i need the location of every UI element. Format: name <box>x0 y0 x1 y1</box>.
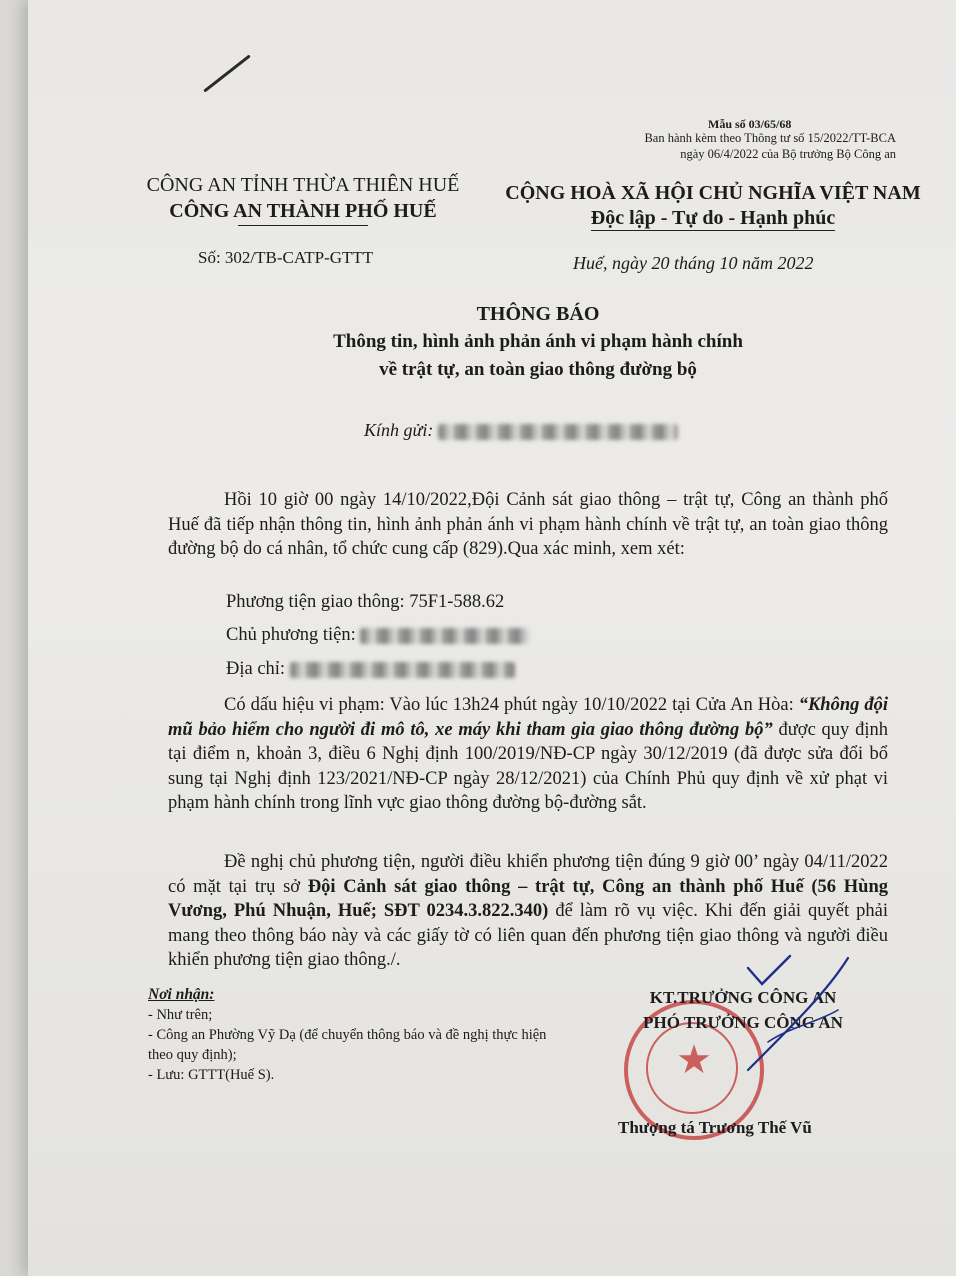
violation-quote: “Không đội mũ bảo hiểm cho người đi mô tô, xe máy khi tham gia giao thông đường bộ” <box>168 695 889 740</box>
national-title: CỘNG HOÀ XÃ HỘI CHỦ NGHĨA VIỆT NAM <box>505 182 921 204</box>
title-sub-1: Thông tin, hình ảnh phản ánh vi phạm hành chính <box>333 331 743 352</box>
stamp-star-icon: ★ <box>676 1037 712 1082</box>
agency-name: CÔNG AN THÀNH PHỐ HUẾ <box>128 198 478 224</box>
recipients-block <box>148 985 568 1085</box>
address-label: Địa chỉ: <box>226 659 286 679</box>
pen-mark <box>203 54 251 92</box>
redacted-recipient <box>438 424 678 440</box>
redacted-address <box>290 662 515 678</box>
redacted-owner <box>360 628 530 644</box>
signature-title-1: KT.TRƯỞNG CÔNG AN <box>649 988 837 1007</box>
paragraph-intro: Hồi 10 giờ 00 ngày 14/10/2022,Đội Cảnh sát giao thông – trật tự, Công an thành phố Huế đã tiếp nhận thông tin, hình ảnh phản ánh vi phạm hành chính về trật tự, an toàn giao thông đường bộ do cá nhân, tổ chức cung cấp (829).Qua xác minh, xem xét: <box>168 490 888 559</box>
vehicle-line: Phương tiện giao thông: 75F1-588.62 <box>226 592 505 612</box>
recipient-label: Kính gửi: <box>364 420 434 440</box>
recipient-item: - Lưu: GTTT(Huế S). <box>148 1067 275 1083</box>
handwritten-signature <box>728 950 878 1080</box>
document-number: Số: 302/TB-CATP-GTTT <box>198 248 374 267</box>
signer-name: Thượng tá Trương Thế Vũ <box>618 1118 812 1137</box>
signature-title-2: PHÓ TRƯỞNG CÔNG AN <box>643 1013 843 1032</box>
recipient-item: - Công an Phường Vỹ Dạ (để chuyển thông báo và đề nghị thực hiện theo quy định); <box>148 1027 547 1063</box>
violation-rest: được quy định tại điểm n, khoản 3, điều 6 Nghị định 100/2019/NĐ-CP ngày 30/12/2019 (đã được sửa đổi bổ sung tại Nghị định 123/2021/NĐ-CP ngày 28/12/2021) của Chính Phủ quy định về xử phạt vi phạm hành chính trong lĩnh vực giao thông đường bộ-đường sắt. <box>168 719 888 813</box>
recipients-heading: Nơi nhận: <box>148 986 215 1003</box>
national-header <box>498 180 928 233</box>
request-part-1: Đề nghị chủ phương tiện, người điều khiển phương tiện đúng 9 giờ 00’ ngày 04/11/2022 có mặt tại trụ sở <box>168 852 888 897</box>
paragraph-violation <box>168 693 888 816</box>
national-motto: Độc lập - Tự do - Hạnh phúc <box>590 207 836 229</box>
owner-line <box>226 625 530 646</box>
document-title <box>228 300 848 384</box>
recipient-line <box>364 420 678 441</box>
violation-lead: Có dấu hiệu vi phạm: Vào lúc 13h24 phút ngày 10/10/2022 tại Cửa An Hòa: <box>224 695 794 715</box>
address-line <box>226 659 515 680</box>
issued-note <box>606 130 896 162</box>
issued-line-2: ngày 06/4/2022 của Bộ trưởng Bộ Công an <box>680 147 896 161</box>
document-date: Huế, ngày 20 tháng 10 năm 2022 <box>573 253 814 273</box>
form-code: Mẫu số 03/65/68 <box>708 117 792 131</box>
title-main: THÔNG BÁO <box>476 303 600 325</box>
agency-parent: CÔNG AN TỈNH THỪA THIÊN HUẾ <box>146 174 460 196</box>
agency-header <box>128 172 478 224</box>
recipient-item: - Như trên; <box>148 1007 213 1023</box>
issued-line-1: Ban hành kèm theo Thông tư số 15/2022/TT-BCA <box>644 131 896 145</box>
document-page <box>28 0 956 1276</box>
request-part-2: để làm rõ vụ việc. Khi đến giải quyết phải mang theo thông báo này và các giấy tờ có liên quan đến phương tiện giao thông và người điều khiển phương tiện giao thông./. <box>168 901 888 970</box>
owner-label: Chủ phương tiện: <box>226 625 356 645</box>
title-sub-2: về trật tự, an toàn giao thông đường bộ <box>379 359 697 380</box>
request-office: Đội Cảnh sát giao thông – trật tự, Công an thành phố Huế (56 Hùng Vương, Phú Nhuận, Huế; SĐT 0234.3.822.340) <box>168 876 888 921</box>
